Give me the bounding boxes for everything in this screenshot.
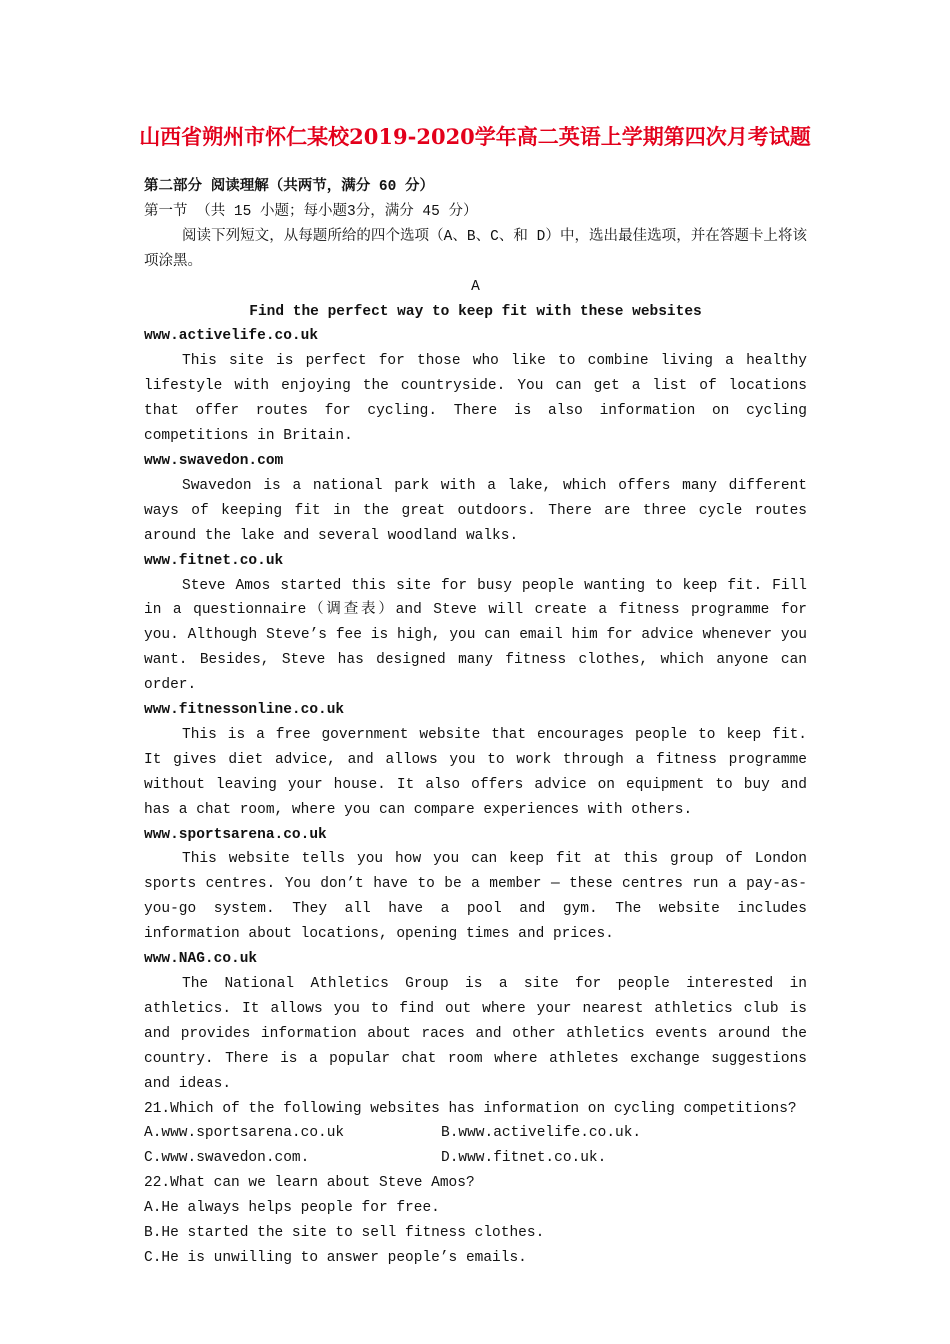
question-21-stem: 21.Which of the following websites has information on cycling competitions? (144, 1100, 797, 1117)
option-b: B.www.activelife.co.uk. (441, 1125, 642, 1142)
website-description: This is a free government website that encourages people to keep fit. It gives diet advice, and allows you to work through a fitness programme without leaving your house. It also offers advice on equipment to buy and has a chat room, where you can compare experiences with others. (144, 726, 807, 818)
website-url: www.activelife.co.uk (144, 328, 319, 345)
website-url: www.sportsarena.co.uk (144, 826, 327, 843)
question-22-stem: 22.What can we learn about Steve Amos? (144, 1175, 475, 1192)
option-c: C.He is unwilling to answer people’s emails. (144, 1249, 527, 1266)
passage-title: Find the perfect way to keep fit with these websites (249, 303, 702, 320)
question-21-options-row-1 (144, 1121, 807, 1146)
section-subheading: 第一节 （共 15 小题；每小题3分，满分 45 分） (144, 203, 478, 220)
website-url: www.fitnet.co.uk (144, 552, 284, 569)
exam-title: 山西省朔州市怀仁某校2019-2020学年高二英语上学期第四次月考试题 (139, 124, 811, 149)
website-description: Steve Amos started this site for busy people wanting to keep fit. Fill in a questionnaire（调查表）and Steve will create a fitness programme for you. Although Steve’s fee is high, you can email him for advice whenever you want. Besides, Steve has designed many fitness clothes, which anyone can order. (144, 577, 807, 694)
option-c: C.www.swavedon.com. (144, 1150, 310, 1167)
passage-label: A (471, 278, 480, 295)
question-21-options-row-2 (144, 1146, 807, 1171)
website-url: www.swavedon.com (144, 452, 284, 469)
option-b: B.He started the site to sell fitness clothes. (144, 1225, 545, 1242)
instructions: 阅读下列短文，从每题所给的四个选项（A、B、C、和 D）中，选出最佳选项，并在答题卡上将该项涂黑。 (144, 228, 807, 270)
section-heading: 第二部分 阅读理解（共两节，满分 60 分） (144, 179, 435, 195)
website-url: www.NAG.co.uk (144, 951, 258, 968)
document-body (144, 175, 807, 1271)
option-d: D.www.fitnet.co.uk. (441, 1150, 607, 1167)
option-a: A.He always helps people for free. (144, 1200, 440, 1217)
website-description: This site is perfect for those who like to combine living a healthy lifestyle with enjoying the countryside. You can get a list of locations that offer routes for cycling. There is also information on cycling competitions in Britain. (144, 353, 807, 445)
option-a: A.www.sportsarena.co.uk (144, 1125, 345, 1142)
website-description: The National Athletics Group is a site for people interested in athletics. It allows you to find out where your nearest athletics club is and provides information about races and other athletics events around the country. There is a popular chat room where athletes exchange suggestions and ideas. (144, 976, 807, 1092)
website-description: Swavedon is a national park with a lake, which offers many different ways of keeping fit in the great outdoors. There are three cycle routes around the lake and several woodland walks. (144, 477, 807, 544)
website-url: www.fitnessonline.co.uk (144, 702, 345, 719)
website-description: This website tells you how you can keep fit at this group of London sports centres. You don’t have to be a member — these centres run a pay-as-you-go system. They all have a pool and gym. The website includes information about locations, opening times and prices. (144, 851, 807, 943)
